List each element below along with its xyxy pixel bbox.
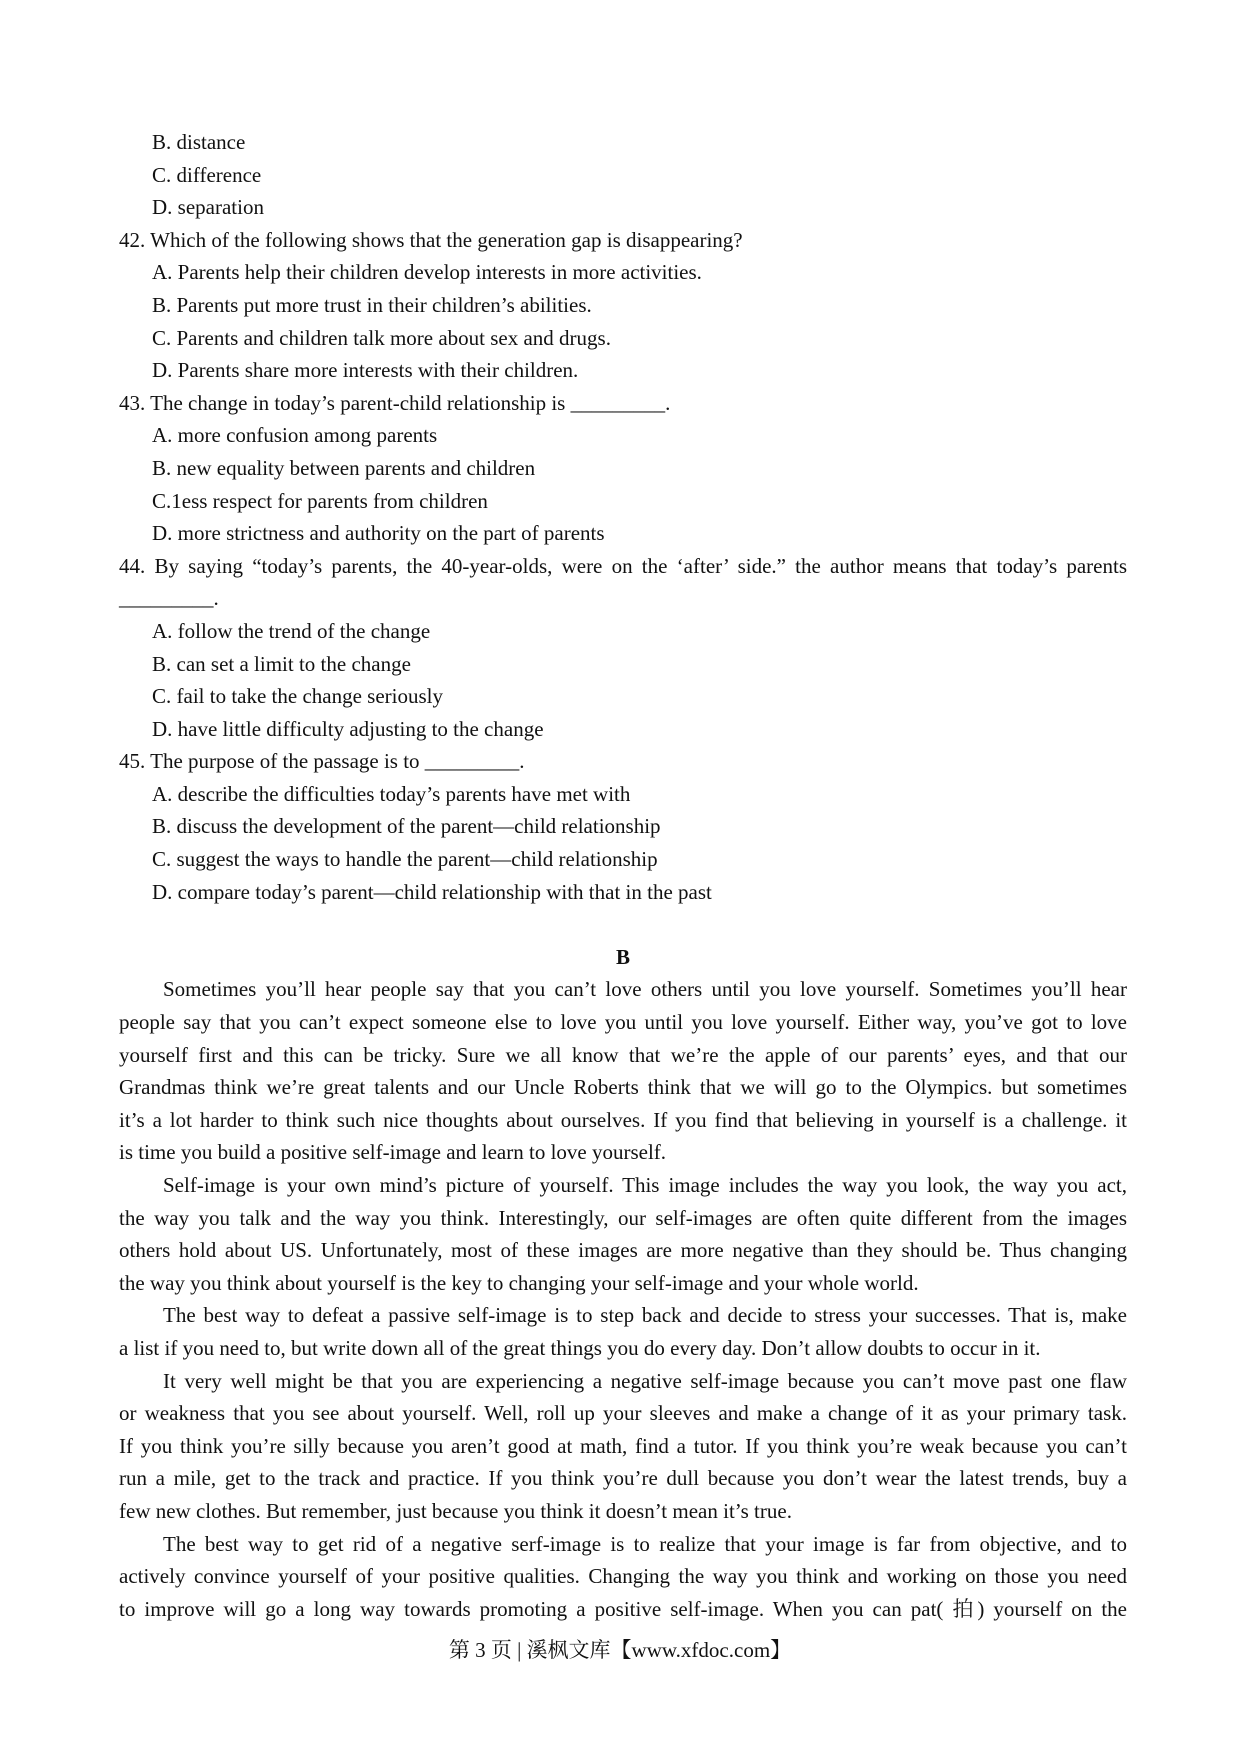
q45-stem: 45. The purpose of the passage is to _________. bbox=[119, 749, 525, 774]
q45-option-c: C. suggest the ways to handle the parent—child relationship bbox=[152, 847, 658, 872]
paragraph-line: a list if you need to, but write down all of the great things you do every day. Don’t allow doubts to occur in it. bbox=[119, 1335, 1041, 1360]
page-content bbox=[119, 126, 1127, 1625]
q44-option-d: D. have little difficulty adjusting to the change bbox=[152, 716, 544, 741]
paragraph-line: Sometimes you’ll hear people say that you can’t love others until you love yourself. Sometimes you’ll hear bbox=[163, 977, 1127, 1002]
q42-option-d: D. Parents share more interests with their children. bbox=[152, 358, 579, 383]
q43-option-a: A. more confusion among parents bbox=[152, 423, 438, 448]
paragraph-line: is time you build a positive self-image and learn to love yourself. bbox=[119, 1140, 667, 1165]
paragraph-line: the way you think about yourself is the key to changing your self-image and your whole world. bbox=[119, 1270, 919, 1295]
paragraph-line: The best way to defeat a passive self-image is to step back and decide to stress your successes. That is, make bbox=[163, 1303, 1127, 1328]
section-b-heading: B bbox=[615, 944, 630, 969]
paragraph-line: yourself first and this can be tricky. Sure we all know that we’re the apple of our parents’ eyes, and that our bbox=[119, 1042, 1127, 1067]
paragraph-line: Grandmas think we’re great talents and our Uncle Roberts think that we will go to the Olympics. but sometimes bbox=[119, 1075, 1127, 1100]
q44-option-b: B. can set a limit to the change bbox=[152, 651, 411, 676]
paragraph-line: The best way to get rid of a negative serf-image is to realize that your image is far from objective, and to bbox=[163, 1531, 1127, 1556]
q45-option-d: D. compare today’s parent—child relationship with that in the past bbox=[152, 879, 712, 904]
q43-stem: 43. The change in today’s parent-child relationship is _________. bbox=[119, 390, 671, 415]
q42-option-c: C. Parents and children talk more about sex and drugs. bbox=[152, 325, 611, 350]
paragraph-line: It very well might be that you are experiencing a negative self-image because you can’t move past one flaw bbox=[163, 1368, 1127, 1393]
q42-stem: 42. Which of the following shows that the generation gap is disappearing? bbox=[119, 227, 743, 252]
q44-stem-line1: 44. By saying “today’s parents, the 40-year-olds, were on the ‘after’ side.” the author means that today’s parents bbox=[119, 553, 1127, 578]
q42-option-a: A. Parents help their children develop interests in more activities. bbox=[152, 260, 702, 285]
paragraph-line: to improve will go a long way towards promoting a positive self-image. When you can pat( 拍) yourself on the bbox=[119, 1596, 1127, 1621]
paragraph-line: actively convince yourself of your positive qualities. Changing the way you think and working on those you need bbox=[119, 1564, 1127, 1589]
q41-option-c: C. difference bbox=[152, 162, 262, 187]
q45-option-b: B. discuss the development of the parent—child relationship bbox=[152, 814, 661, 839]
q41-option-b: B. distance bbox=[152, 130, 246, 154]
paragraph-line: few new clothes. But remember, just because you think it doesn’t mean it’s true. bbox=[119, 1498, 792, 1523]
q45-option-a: A. describe the difficulties today’s parents have met with bbox=[152, 781, 631, 806]
paragraph-line: others hold about US. Unfortunately, most of these images are more negative than they should be. Thus changing bbox=[119, 1238, 1127, 1263]
q42-option-b: B. Parents put more trust in their children’s abilities. bbox=[152, 292, 592, 317]
paragraph-line: people say that you can’t expect someone else to love you until you love yourself. Either way, you’ve got to love bbox=[119, 1010, 1127, 1035]
paragraph-line: run a mile, get to the track and practice. If you think you’re dull because you don’t wear the latest trends, buy a bbox=[119, 1466, 1127, 1491]
paragraph-line: or weakness that you see about yourself. Well, roll up your sleeves and make a change of it as your primary task. bbox=[119, 1401, 1127, 1426]
q44-option-c: C. fail to take the change seriously bbox=[152, 684, 443, 709]
paragraph-line: Self-image is your own mind’s picture of yourself. This image includes the way you look, the way you act, bbox=[163, 1173, 1127, 1197]
q41-option-d: D. separation bbox=[152, 195, 264, 220]
paragraph-line: the way you talk and the way you think. Interestingly, our self-images are often quite different from the images bbox=[119, 1205, 1127, 1230]
q43-option-d: D. more strictness and authority on the part of parents bbox=[152, 521, 605, 546]
q43-option-b: B. new equality between parents and children bbox=[152, 455, 536, 480]
paragraph-line: If you think you’re silly because you aren’t good at math, find a tutor. If you think you’re weak because you can’t bbox=[119, 1433, 1127, 1458]
page-footer: 第 3 页 | 溪枫文库【www.xfdoc.com】 bbox=[448, 1638, 792, 1662]
section-spacer bbox=[119, 908, 1127, 941]
q44-stem-line2: _________. bbox=[119, 586, 219, 611]
q44-option-a: A. follow the trend of the change bbox=[152, 618, 431, 643]
q43-option-c: C.1ess respect for parents from children bbox=[152, 488, 488, 513]
paragraph-line: it’s a lot harder to think such nice thoughts about ourselves. If you find that believing in yourself is a challenge. it bbox=[119, 1107, 1127, 1132]
